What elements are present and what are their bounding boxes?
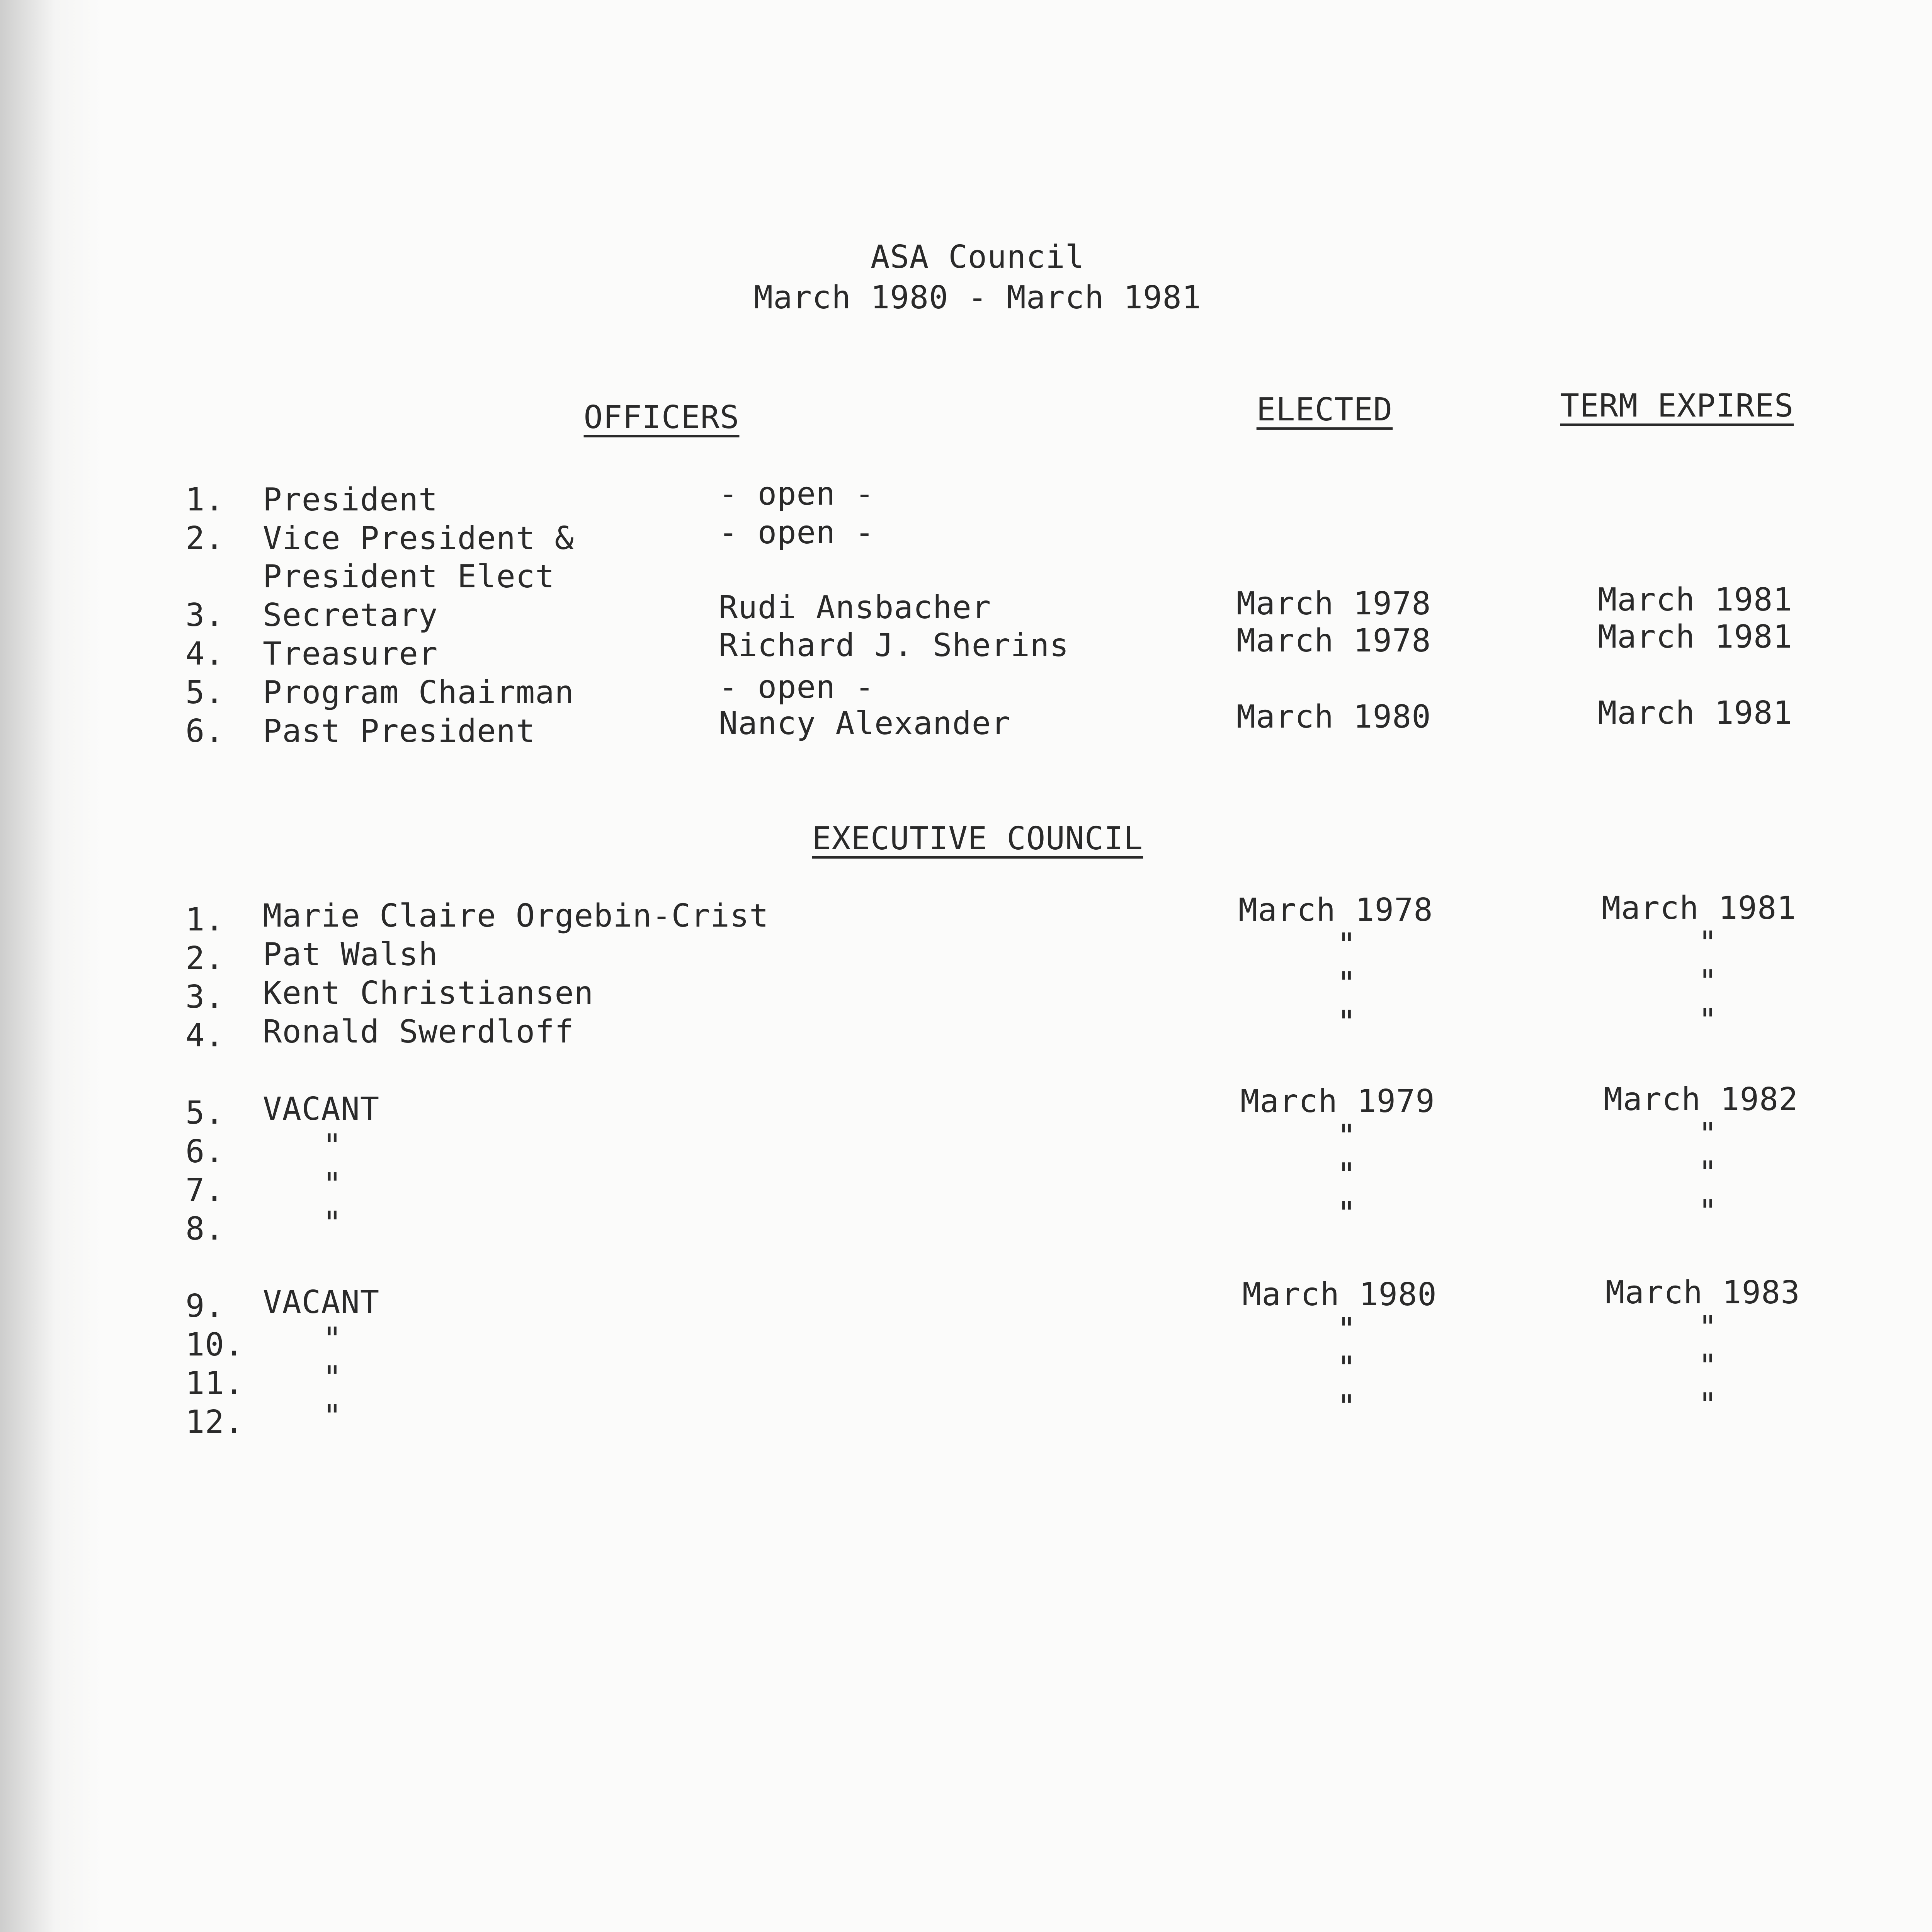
member-term-expires: " [1698, 1193, 1718, 1230]
member-number: 12. [185, 1404, 244, 1440]
officer-term-expires: March 1981 [1598, 582, 1793, 618]
member-number: 6. [185, 1133, 224, 1170]
member-elected: " [1337, 965, 1357, 1002]
member-term-expires: March 1982 [1604, 1081, 1798, 1118]
officer-role: Past President [263, 713, 536, 750]
officer-name: - open - [719, 514, 874, 551]
member-elected: " [1337, 1118, 1357, 1155]
member-number: 1. [185, 901, 224, 938]
officer-role: Vice President & [263, 520, 574, 557]
officer-role: Treasurer [263, 636, 438, 672]
officer-number: 1. [185, 481, 224, 518]
member-name: VACANT [263, 1091, 380, 1128]
member-number: 9. [185, 1288, 224, 1325]
member-name: VACANT [263, 1284, 380, 1321]
scan-edge-shadow [0, 0, 100, 1932]
officer-name: - open - [719, 476, 874, 512]
member-term-expires: March 1983 [1605, 1274, 1800, 1311]
term-expires-heading: TERM EXPIRES [1560, 388, 1794, 424]
member-number: 3. [185, 979, 224, 1015]
member-term-expires: March 1981 [1602, 890, 1796, 927]
member-name: " [323, 1321, 342, 1357]
member-elected: " [1337, 927, 1357, 963]
member-term-expires: " [1698, 1309, 1718, 1346]
officer-role: President Elect [263, 558, 555, 595]
officer-number: 4. [185, 636, 224, 672]
member-elected: " [1337, 1195, 1357, 1232]
officer-name: Nancy Alexander [719, 705, 1011, 742]
officer-number: 2. [185, 520, 224, 557]
member-term-expires: " [1698, 1155, 1718, 1191]
officer-number: 3. [185, 597, 224, 634]
officer-elected: March 1978 [1236, 622, 1431, 659]
document-period: March 1980 - March 1981 [753, 279, 1202, 316]
member-number: 4. [185, 1017, 224, 1054]
document-title: ASA Council [870, 239, 1085, 276]
member-name: Ronald Swerdloff [263, 1014, 574, 1050]
executive-council-heading: EXECUTIVE COUNCIL [812, 820, 1143, 857]
member-elected: " [1337, 1311, 1357, 1348]
member-number: 2. [185, 940, 224, 977]
officer-elected: March 1978 [1236, 585, 1431, 622]
officers-heading: OFFICERS [583, 399, 740, 436]
member-name: Marie Claire Orgebin-Crist [263, 898, 769, 934]
member-elected: " [1337, 1388, 1357, 1425]
officer-name: Richard J. Sherins [719, 627, 1069, 664]
member-term-expires: " [1698, 1116, 1718, 1153]
member-number: 8. [185, 1211, 224, 1247]
officer-term-expires: March 1981 [1598, 619, 1793, 655]
member-elected: March 1980 [1242, 1276, 1437, 1313]
member-number: 10. [185, 1327, 244, 1363]
member-elected: " [1337, 1156, 1357, 1193]
officer-term-expires: March 1981 [1598, 695, 1793, 731]
member-number: 5. [185, 1095, 224, 1131]
member-number: 7. [185, 1172, 224, 1209]
officer-name: - open - [719, 669, 874, 706]
officer-number: 6. [185, 713, 224, 750]
member-elected: March 1979 [1240, 1083, 1435, 1120]
member-term-expires: " [1698, 925, 1718, 961]
officer-role: Secretary [263, 597, 438, 634]
officer-name: Rudi Ansbacher [719, 589, 992, 626]
member-term-expires: " [1698, 1348, 1718, 1384]
member-name: " [323, 1128, 342, 1164]
officer-role: President [263, 481, 438, 518]
member-number: 11. [185, 1365, 244, 1402]
member-name: " [323, 1359, 342, 1396]
officer-role: Program Chairman [263, 674, 574, 711]
member-term-expires: " [1698, 963, 1718, 1000]
member-term-expires: " [1698, 1002, 1718, 1039]
member-term-expires: " [1698, 1386, 1718, 1423]
officer-number: 5. [185, 674, 224, 711]
officer-elected: March 1980 [1236, 699, 1431, 735]
member-elected: " [1337, 1350, 1357, 1386]
elected-heading: ELECTED [1256, 391, 1393, 428]
member-elected: March 1978 [1238, 892, 1433, 929]
member-elected: " [1337, 1004, 1357, 1041]
member-name: Kent Christiansen [263, 975, 594, 1012]
member-name: Pat Walsh [263, 936, 438, 973]
member-name: " [323, 1205, 342, 1242]
member-name: " [323, 1398, 342, 1435]
member-name: " [323, 1166, 342, 1203]
